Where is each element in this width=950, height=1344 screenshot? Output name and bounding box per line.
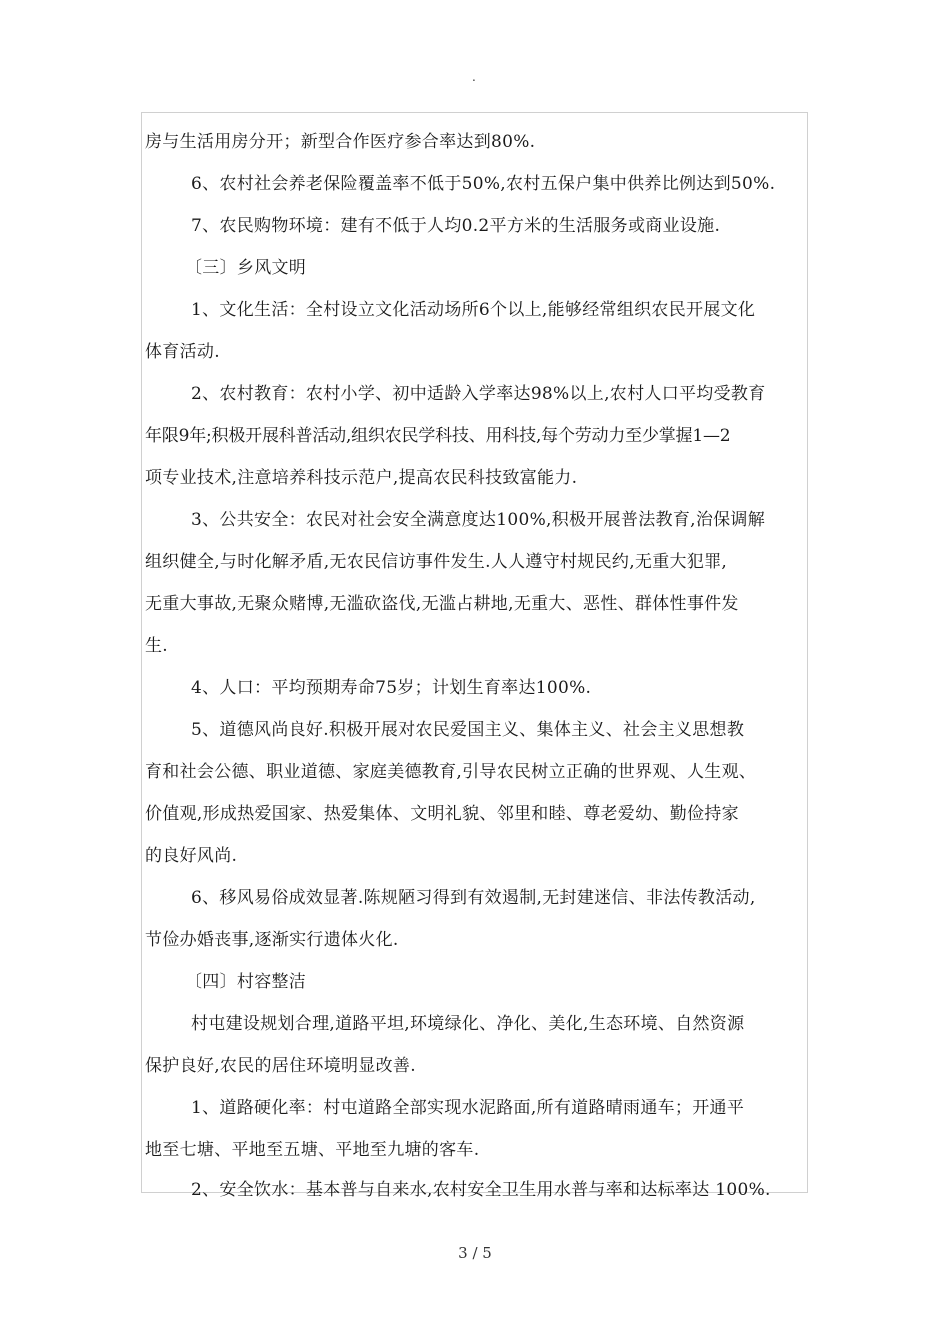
- header-mark: .: [472, 70, 476, 84]
- text-line: 保护良好,农民的居住环境明显改善.: [145, 1056, 416, 1076]
- list-item: 2、农村教育：农村小学、初中适龄入学率达98%以上,农村人口平均受教育: [191, 384, 766, 404]
- section-heading: 〔四〕村容整洁: [185, 972, 307, 992]
- text-line: 项专业技术,注意培养科技示范户,提高农民科技致富能力.: [145, 468, 578, 488]
- text-line: 房与生活用房分开；新型合作医疗参合率达到80%.: [145, 132, 536, 152]
- list-item: 4、人口：平均预期寿命75岁；计划生育率达100%.: [191, 678, 592, 698]
- list-item: 1、道路硬化率：村屯道路全部实现水泥路面,所有道路晴雨通车；开通平: [191, 1098, 745, 1118]
- text-line: 育和社会公德、职业道德、家庭美德教育,引导农民树立正确的世界观、人生观、: [145, 762, 757, 782]
- list-item: 7、农民购物环境：建有不低于人均0.2平方米的生活服务或商业设施.: [191, 216, 721, 236]
- page-number: 3 / 5: [458, 1244, 492, 1262]
- text-line: 生.: [145, 636, 169, 656]
- section-heading: 〔三〕乡风文明: [185, 258, 307, 278]
- text-line: 的良好风尚.: [145, 846, 238, 866]
- list-item: 1、文化生活：全村设立文化活动场所6个以上,能够经常组织农民开展文化: [191, 300, 756, 320]
- text-line: 组织健全,与时化解矛盾,无农民信访事件发生.人人遵守村规民约,无重大犯罪,: [145, 552, 728, 572]
- text-line: 体育活动.: [145, 342, 220, 362]
- text-line: 地至七塘、平地至五塘、平地至九塘的客车.: [145, 1140, 480, 1160]
- text-line: 价值观,形成热爱国家、热爱集体、文明礼貌、邻里和睦、尊老爱幼、勤俭持家: [145, 804, 739, 824]
- text-line: 年限9年;积极开展科普活动,组织农民学科技、用科技,每个劳动力至少掌握1—2: [145, 426, 731, 446]
- list-item: 6、移风易俗成效显著.陈规陋习得到有效遏制,无封建迷信、非法传教活动,: [191, 888, 756, 908]
- list-item: 3、公共安全：农民对社会安全满意度达100%,积极开展普法教育,治保调解: [191, 510, 766, 530]
- list-item: 5、道德风尚良好.积极开展对农民爱国主义、集体主义、社会主义思想教: [191, 720, 745, 740]
- list-item: 2、安全饮水：基本普与自来水,农村安全卫生用水普与率和达标率达 100%.: [191, 1180, 771, 1200]
- list-item: 6、农村社会养老保险覆盖率不低于50%,农村五保户集中供养比例达到50%.: [191, 174, 776, 194]
- text-line: 节俭办婚丧事,逐渐实行遗体火化.: [145, 930, 399, 950]
- text-line: 村屯建设规划合理,道路平坦,环境绿化、净化、美化,生态环境、自然资源: [191, 1014, 745, 1034]
- text-line: 无重大事故,无聚众赌博,无滥砍盗伐,无滥占耕地,无重大、恶性、群体性事件发: [145, 594, 739, 614]
